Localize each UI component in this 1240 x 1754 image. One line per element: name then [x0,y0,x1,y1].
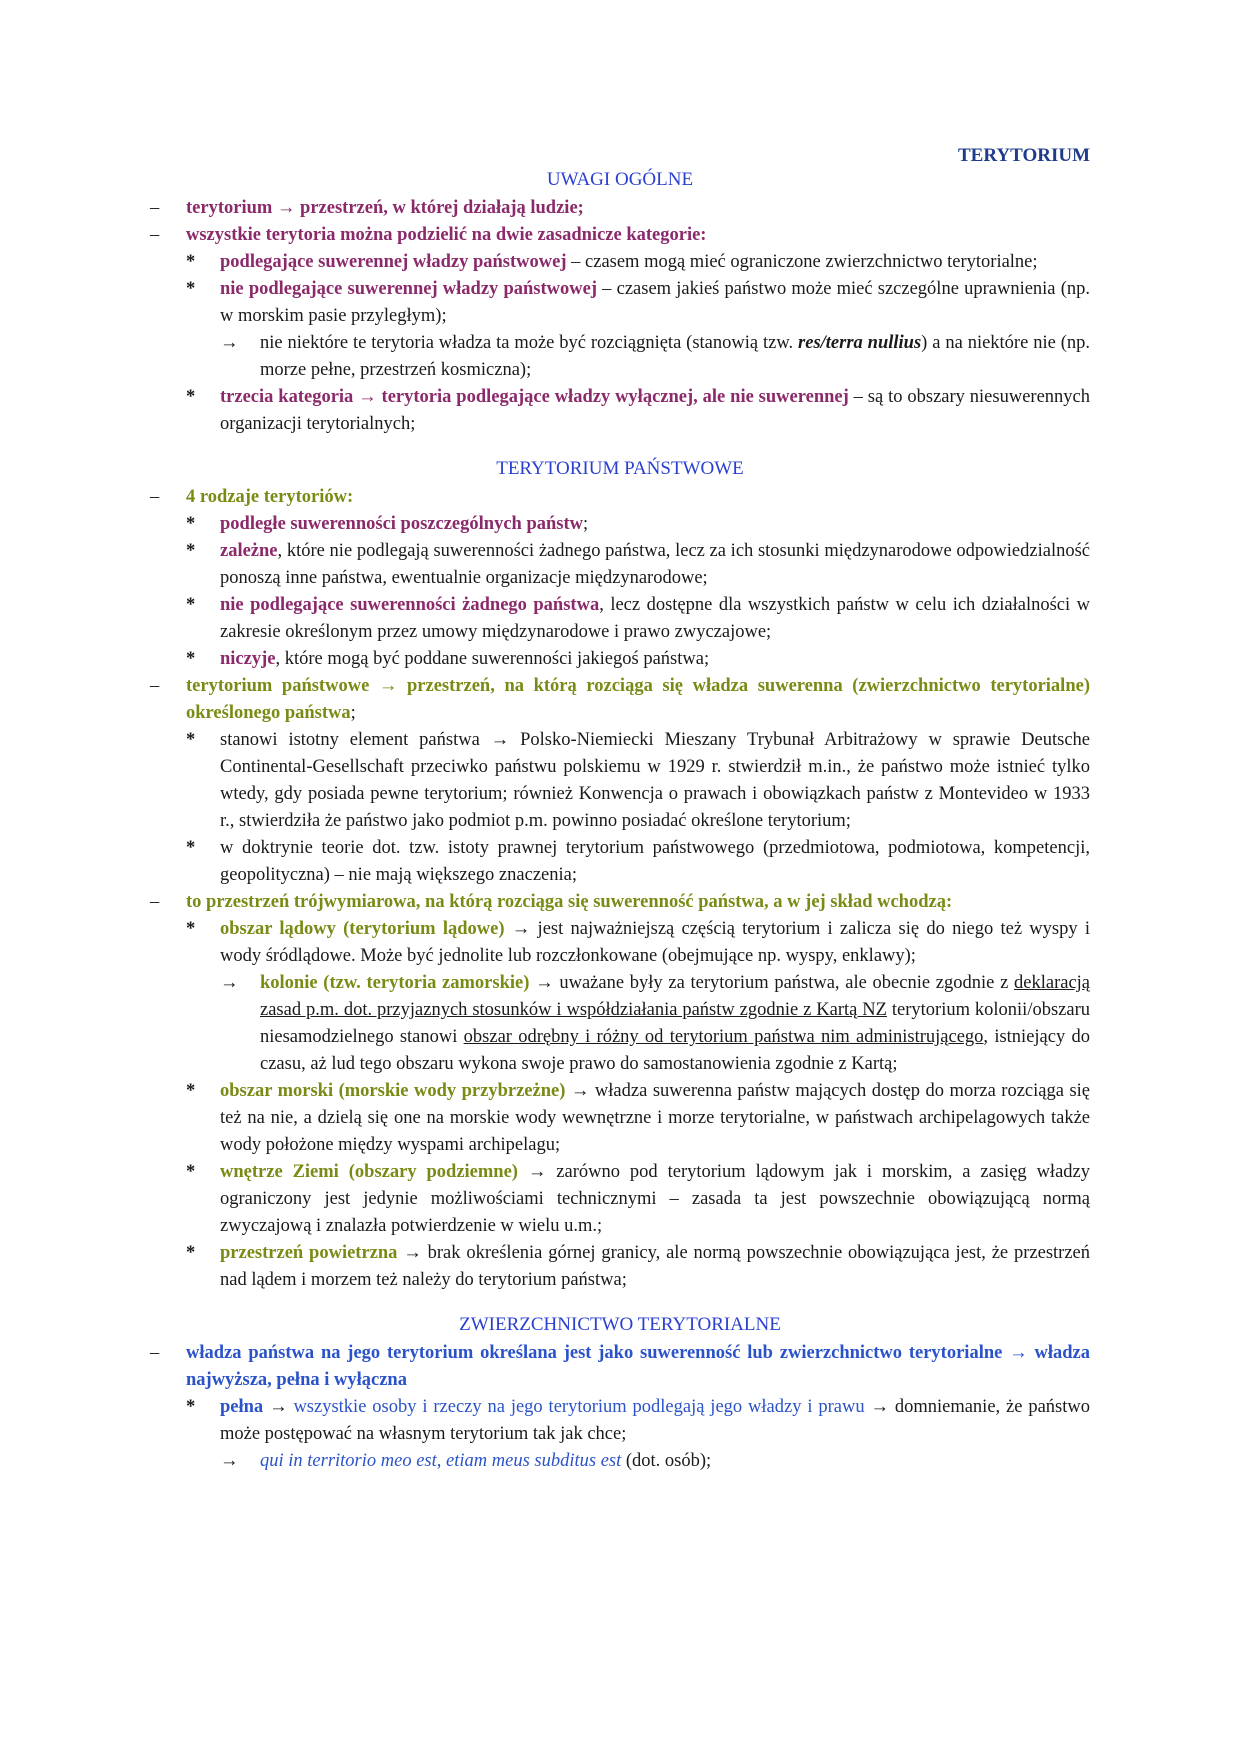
star-marker: * [186,730,196,750]
star-marker: * [186,919,196,939]
list-item: → qui in territorio meo est, etiam meus subditus est (dot. osób); [150,1448,1090,1475]
dash-marker: – [150,676,160,696]
list-item: * nie podlegające suwerennej władzy państwowej – czasem jakieś państwo może mieć szczególne uprawnienia (np. w morskim pasie przyległym); [150,276,1090,330]
list-item: → kolonie (tzw. terytoria zamorskie) → uważane były za terytorium państwa, ale obecnie zgodnie z deklaracją zasad p.m. dot. przyjaznych stosunków i współdziałania państw zgodnie z Kartą NZ terytorium kolonii/obszaru niesamodzielnego stanowi obszar odrębny i różny od terytorium państwa nim administrującego, istniejący do czasu, aż lud tego obszaru wykona swoje prawo do samostanowienia zgodnie z Kartą; [150,970,1090,1078]
star-marker: * [186,387,196,407]
list-item: * obszar morski (morskie wody przybrzeżne) → władza suwerenna państw mających dostęp do morza rozciąga się też na nie, a dzielą się one na morskie wody wewnętrzne i morze terytorialne, w państwach archipelagowych także wody położone między wyspami archipelagu; [150,1078,1090,1159]
list-item: * podlegające suwerennej władzy państwowej – czasem mogą mieć ograniczone zwierzchnictwo terytorialne; [150,249,1090,276]
star-marker: * [186,649,196,669]
dash-marker: – [150,1343,160,1363]
dash-marker: – [150,225,160,245]
list-item: – terytorium państwowe → przestrzeń, na którą rozciąga się władza suwerenna (zwierzchnictwo terytorialne) określonego państwa; [150,673,1090,727]
list-item: – to przestrzeń trójwymiarowa, na którą rozciąga się suwerenność państwa, a w jej skład wchodzą: [150,889,1090,916]
section-heading-state-territory: TERYTORIUM PAŃSTWOWE [496,458,744,479]
dash-marker: – [150,198,160,218]
section-heading-general-remarks: UWAGI OGÓLNE [546,169,694,190]
star-marker: * [186,1397,196,1417]
section-heading-territorial-sovereignty: ZWIERZCHNICTWO TERYTORIALNE [459,1314,781,1335]
list-item: * nie podlegające suwerenności żadnego państwa, lecz dostępne dla wszystkich państw w celu ich działalności w zakresie określonym przez umowy międzynarodowe i prawo zwyczajowe; [150,592,1090,646]
list-item: * pełna → wszystkie osoby i rzeczy na jego terytorium podlegają jego władzy i prawu → domniemanie, że państwo może postępować na własnym terytorium tak jak chce; [150,1394,1090,1448]
dash-marker: – [150,892,160,912]
list-item: * zależne, które nie podlegają suwerenności żadnego państwa, lecz za ich stosunki międzynarodowe odpowiedzialność ponoszą inne państwa, ewentualnie organizacje międzynarodowe; [150,538,1090,592]
list-item: * podległe suwerenności poszczególnych państw; [150,511,1090,538]
arrow-marker: → [220,333,239,353]
document-title: TERYTORIUM [958,145,1090,166]
star-marker: * [186,514,196,534]
list-item: * obszar lądowy (terytorium lądowe) → jest najważniejszą częścią terytorium i zalicza się do niego też wyspy i wody śródlądowe. Może być jednolite lub rozczłonkowane (obejmujące np. wyspy, enklawy); [150,916,1090,970]
list-item: – 4 rodzaje terytoriów: [150,484,1090,511]
list-item: * niczyje, które mogą być poddane suwerenności jakiegoś państwa; [150,646,1090,673]
star-marker: * [186,838,196,858]
list-item: → nie niektóre te terytoria władza ta może być rozciągnięta (stanowią tzw. res/terra nullius) a na niektóre nie (np. morze pełne, przestrzeń kosmiczna); [150,330,1090,384]
star-marker: * [186,1243,196,1263]
list-item: – terytorium → przestrzeń, w której działają ludzie; [150,195,1090,222]
list-item: – wszystkie terytoria można podzielić na dwie zasadnicze kategorie: [150,222,1090,249]
list-item: * stanowi istotny element państwa → Polsko-Niemiecki Mieszany Trybunał Arbitrażowy w sprawie Deutsche Continental-Gesellschaft przeciwko państwu polskiemu w 1929 r. stwierdził m.in., że państwo może istnieć tylko wtedy, gdy posiada pewne terytorium; również Konwencja o prawach i obowiązkach państw z Montevideo w 1933 r., stwierdziła że państwo jako podmiot p.m. powinno posiadać określone terytorium; [150,727,1090,835]
star-marker: * [186,1162,196,1182]
document-page [150,145,1090,1475]
list-item: * przestrzeń powietrzna → brak określenia górnej granicy, ale normą powszechnie obowiązująca jest, że przestrzeń nad lądem i morzem też należy do terytorium państwa; [150,1240,1090,1294]
list-item: * wnętrze Ziemi (obszary podziemne) → zarówno pod terytorium lądowym jak i morskim, a zasięg władzy ograniczony jest jedynie możliwościami technicznymi – zasada ta jest powszechnie obowiązującą normą zwyczajową i znalazła potwierdzenie w wielu u.m.; [150,1159,1090,1240]
dash-marker: – [150,487,160,507]
star-marker: * [186,541,196,561]
arrow-marker: → [220,1451,239,1471]
list-item: * w doktrynie teorie dot. tzw. istoty prawnej terytorium państwowego (przedmiotowa, podmiotowa, kompetencji, geopolityczna) – nie mają większego znaczenia; [150,835,1090,889]
star-marker: * [186,279,196,299]
star-marker: * [186,1081,196,1101]
list-item: – władza państwa na jego terytorium określana jest jako suwerenność lub zwierzchnictwo terytorialne → władza najwyższa, pełna i wyłączna [150,1340,1090,1394]
star-marker: * [186,595,196,615]
star-marker: * [186,252,196,272]
arrow-marker: → [220,973,239,993]
list-item: * trzecia kategoria → terytoria podlegające władzy wyłącznej, ale nie suwerennej – są to obszary niesuwerennych organizacji terytorialnych; [150,384,1090,438]
